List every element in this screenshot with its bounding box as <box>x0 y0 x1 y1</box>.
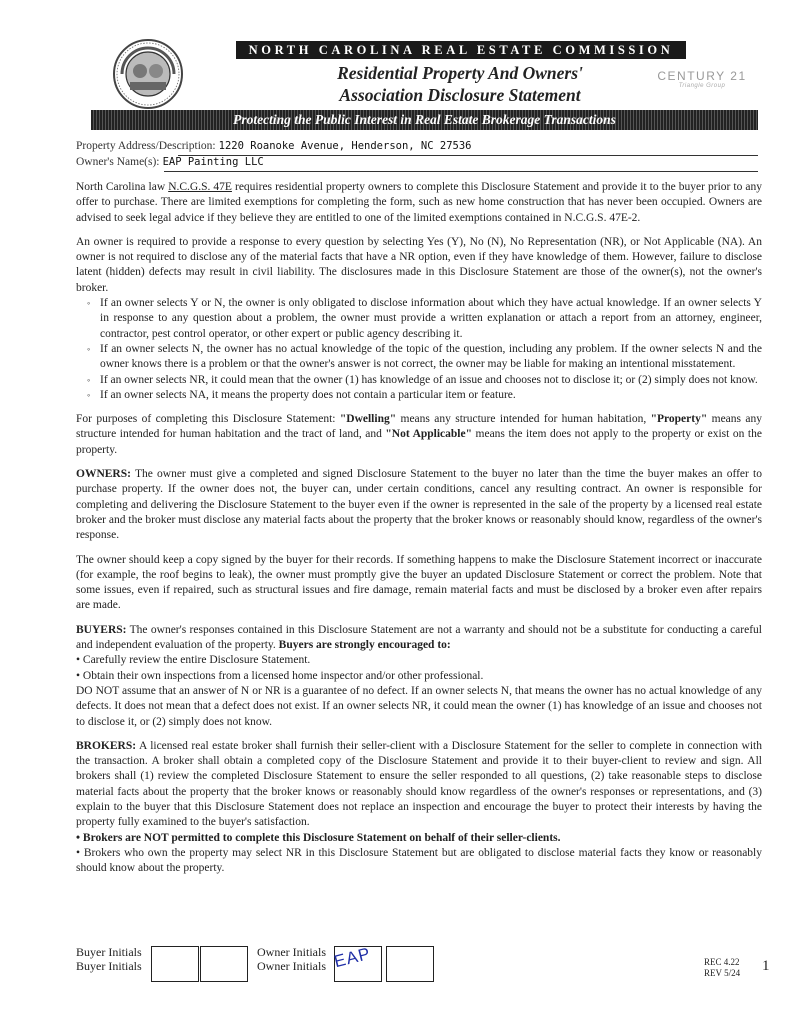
statute-link[interactable]: N.C.G.S. 47E <box>168 181 232 193</box>
bullet-icon: ◦ <box>87 374 91 385</box>
definitions-paragraph: For purposes of completing this Disclosure Statement: "Dwelling" means any structure intended for human habitation, "Property" means any structure intended for human habitation and the tract of land, and "Not Applicable" means the item does not apply to the property or exist on the property. <box>76 413 762 456</box>
buyers-section: BUYERS: The owner's responses contained in this Disclosure Statement are not a warranty and should not be a substitute for conducting a careful and independent evaluation of the property. Buyers are strongly encouraged to: <box>76 623 762 652</box>
list-item: • Carefully review the entire Disclosure Statement. <box>76 654 311 667</box>
intro-paragraph-2: An owner is required to provide a response to every question by selecting Yes (Y), No (N), No Representation (NR), or Not Applicable (NA). An owner is not required to disclose any of the material facts that have a NR option, even if they have knowledge of them. However, failure to disclose latent (hidden) defects may result in civil liability. The disclosures made in this Disclosure Statement are those of the owner(s), not the owner's broker. <box>76 235 762 294</box>
brokers-heading: BROKERS: <box>76 739 137 752</box>
list-item: ◦ If an owner selects NA, it means the property does not contain a particular item or feature. <box>100 388 762 403</box>
list-item: • Brokers are NOT permitted to complete this Disclosure Statement on behalf of their seller-clients. <box>76 831 561 844</box>
owner-initials-box-2[interactable] <box>386 946 434 982</box>
property-address-value[interactable]: 1220 Roanoke Avenue, Henderson, NC 27536 <box>218 140 472 152</box>
list-item: • Brokers who own the property may select NR in this Disclosure Statement but are obligated to disclose material facts they know or reasonably should know about the property. <box>76 846 762 875</box>
list-item: • Obtain their own inspections from a licensed home inspector and/or other professional. <box>76 669 484 682</box>
bullet-icon: ◦ <box>87 298 91 309</box>
list-item: ◦ If an owner selects Y or N, the owner is only obligated to disclose information about which they have actual knowledge. If an owner selects Y in response to any question about a problem, the owner must provide a written explanation or attach a report from an attorney, engineer, contractor, pest control operator, or other expert or public agency describing it. <box>87 297 762 340</box>
intro-paragraph-1: North Carolina law N.C.G.S. 47E requires residential property owners to complete this Disclosure Statement and provide it to the buyer prior to any offer to purchase. There are limited exemptions for completing the form, such as new home construction that has never been occupied. Owners are advised to seek legal advice if they believe they are entitled to one of the limited exemptions contained in N.C.G.S. 47E-2. <box>76 181 762 224</box>
nc-commission-seal <box>112 38 184 110</box>
bullet-icon: ◦ <box>87 389 91 400</box>
tagline-banner: Protecting the Public Interest in Real Estate Brokerage Transactions <box>91 110 758 130</box>
buyers-paragraph-2: DO NOT assume that an answer of N or NR is a guarantee of no defect. If an owner selects N, that means the owner has no actual knowledge of any defects. It does not mean that a defect does not exist. If an owner selects NR, it could mean the owner (1) has knowledge of an issue and chooses not to disclose it, or (2) simply does not know. <box>76 684 762 728</box>
buyer-initials-labels: Buyer Initials Buyer Initials <box>76 945 142 973</box>
owner-initials-handwritten: EAP <box>332 943 373 972</box>
form-title: Residential Property And Owners' Association Disclosure Statement <box>337 63 583 105</box>
owner-name-line <box>76 156 264 168</box>
list-item: ◦ If an owner selects N, the owner has no actual knowledge of the topic of the question, including any problem. If the owner selects N and the owner knows there is a problem or that the owner's answer is not correct, the owner may be liable for making an intentional misstatement. <box>87 342 762 371</box>
commission-banner: NORTH CAROLINA REAL ESTATE COMMISSION <box>236 41 686 59</box>
property-address-line <box>76 140 472 152</box>
buyer-initials-box-1[interactable] <box>151 946 199 982</box>
owner-rule <box>164 171 758 172</box>
brokers-section: BROKERS: A licensed real estate broker shall furnish their seller-client with a Disclosure Statement for the seller to complete in connection with the transaction. A broker shall obtain a completed copy of the Disclosure Statement and provide it to their buyer-client to review and sign. All brokers shall (1) review the completed Disclosure Statement to ensure the seller responded to all questions, (2) take reasonable steps to disclose material facts about the property that the broker knows or reasonably should know regardless of the owner's responses or representations, and (3) explain to the buyer that this Disclosure Statement does not replace an inspection and encourage the buyer to protect their interests by having the property fully examined to the buyer's satisfaction. <box>76 739 762 829</box>
response-options-list <box>76 296 762 403</box>
brokerage-logo: CENTURY 21 Triangle Group <box>657 69 747 89</box>
owners-paragraph-2: The owner should keep a copy signed by the buyer for their records. If something happens to make the Disclosure Statement incorrect or inaccurate (for example, the roof begins to leak), the owner must promptly give the buyer an updated Disclosure Statement or correct the problem. Note that some issues, even if repaired, such as structural issues and fire damage, remain material facts and must be disclosed by a broker even after repairs are made. <box>76 553 762 612</box>
buyer-initials-box-2[interactable] <box>200 946 248 982</box>
buyers-heading: BUYERS: <box>76 623 127 636</box>
owners-heading: OWNERS: <box>76 468 131 481</box>
property-address-label: Property Address/Description: <box>76 140 216 152</box>
bullet-icon: ◦ <box>87 343 91 354</box>
owner-initials-labels: Owner Initials Owner Initials <box>257 945 326 973</box>
form-revision: REC 4.22 REV 5/24 <box>704 957 741 978</box>
owner-name-value[interactable]: EAP Painting LLC <box>162 156 264 168</box>
address-rule <box>178 155 758 156</box>
owner-name-label: Owner's Name(s): <box>76 156 160 168</box>
page-number: 1 <box>762 958 770 974</box>
owners-section: OWNERS: The owner must give a completed and signed Disclosure Statement to the buyer no later than the time the buyer makes an offer to purchase property. If the owner does not, the buyer can, under certain conditions, cancel any resulting contract. An owner is responsible for completing and delivering the Disclosure Statement to the buyer even if the owner is represented in the sale of the property by a licensed real estate broker and the broker must disclose any material facts about the property that the broker knows or reasonably should know, regardless of the owner's response. <box>76 468 762 542</box>
disclosure-body <box>76 180 762 876</box>
list-item: ◦ If an owner selects NR, it could mean that the owner (1) has knowledge of an issue and chooses not to disclose it; or (2) simply does not know. <box>100 373 762 388</box>
